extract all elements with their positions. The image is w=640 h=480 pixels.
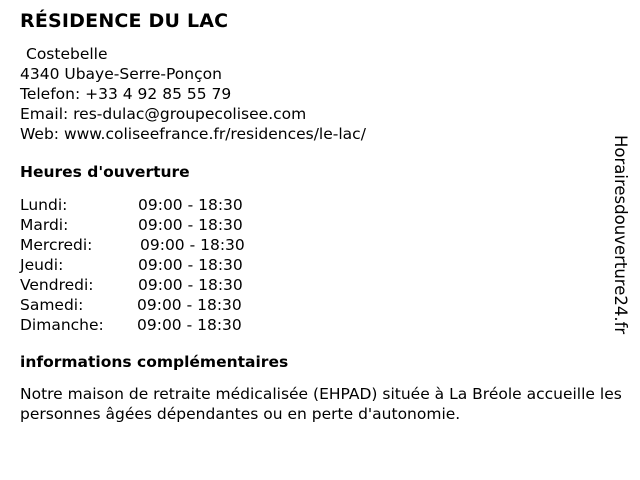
- web-line: Web: www.coliseefrance.fr/residences/le-lac/: [20, 125, 366, 143]
- opening-hours-heading: Heures d'ouverture: [20, 163, 190, 181]
- time-range: 09:00 - 18:30: [138, 196, 243, 214]
- address-line-city: 4340 Ubaye-Serre-Ponçon: [20, 65, 222, 83]
- contact-block: [20, 44, 366, 144]
- day-label: Lundi:: [20, 196, 68, 214]
- additional-info-text: Notre maison de retraite médicalisée (EHPAD) située à La Bréole accueille les personnes âgées dépendantes ou en perte d'autonomie.: [20, 385, 622, 423]
- day-label: Jeudi:: [20, 256, 64, 274]
- day-label: Vendredi:: [20, 276, 94, 294]
- time-range: 09:00 - 18:30: [138, 216, 243, 234]
- day-label: Mercredi:: [20, 236, 93, 254]
- residence-title: RÉSIDENCE DU LAC: [20, 10, 229, 32]
- time-range: 09:00 - 18:30: [137, 316, 242, 334]
- time-range: 09:00 - 18:30: [138, 256, 243, 274]
- address-line-street: Costebelle: [26, 45, 108, 63]
- day-label: Dimanche:: [20, 316, 104, 334]
- time-range: 09:00 - 18:30: [140, 236, 245, 254]
- day-label: Samedi:: [20, 296, 84, 314]
- time-range: 09:00 - 18:30: [138, 276, 243, 294]
- additional-info-heading: informations complémentaires: [20, 353, 289, 371]
- day-label: Mardi:: [20, 216, 69, 234]
- time-range: 09:00 - 18:30: [137, 296, 242, 314]
- email-line: Email: res-dulac@groupecolisee.com: [20, 105, 307, 123]
- phone-line: Telefon: +33 4 92 85 55 79: [20, 85, 232, 103]
- site-watermark: Horairesdouverture24.fr: [611, 135, 630, 335]
